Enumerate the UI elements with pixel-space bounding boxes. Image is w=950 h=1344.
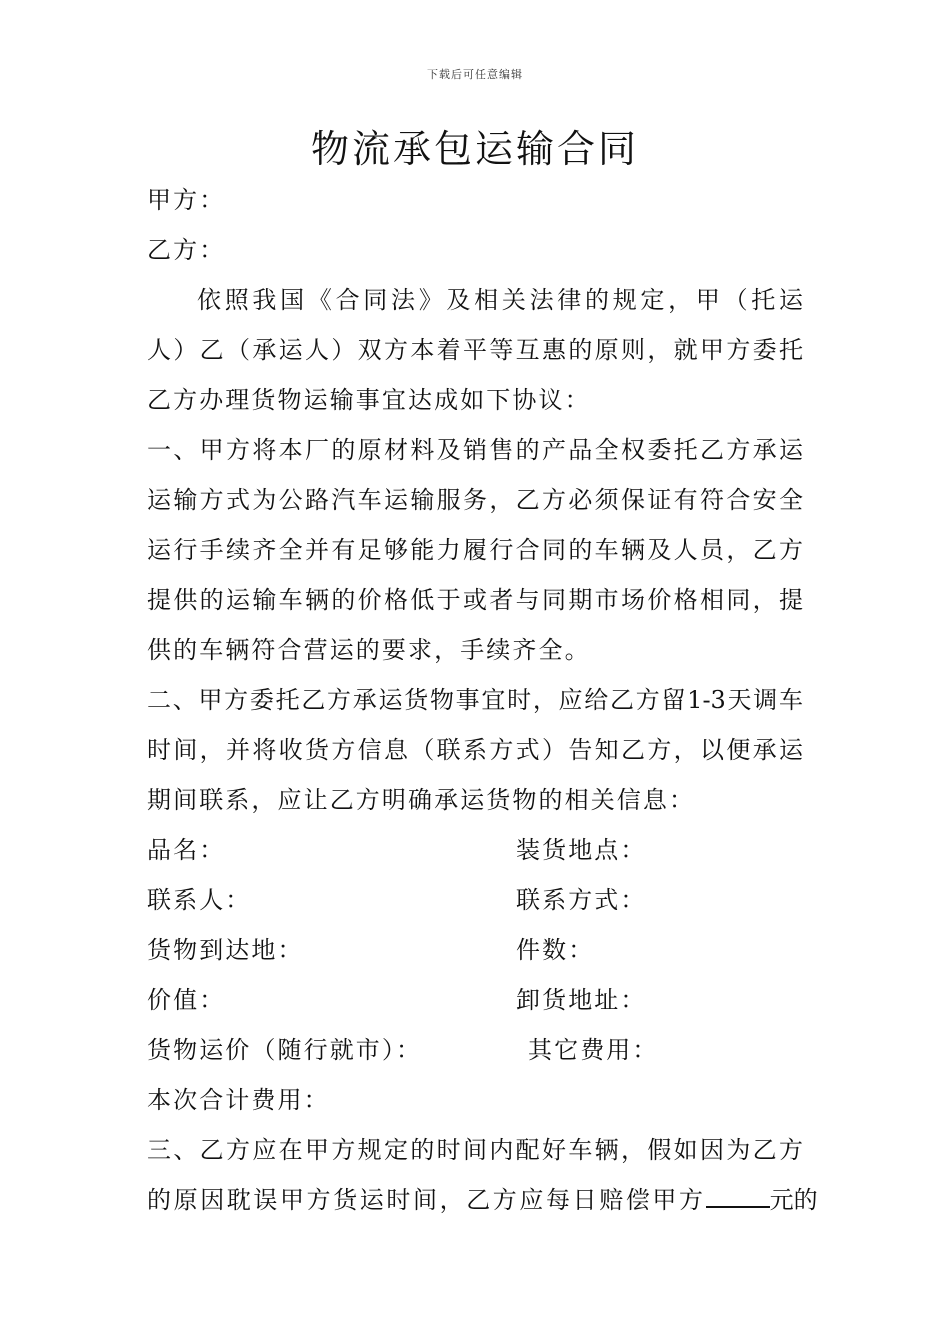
clause-2-line-2: 时间，并将收货方信息（联系方式）告知乙方，以便承运 xyxy=(147,736,803,764)
party-b-label: 乙方： xyxy=(147,236,226,264)
clause-1-line-2: 运输方式为公路汽车运输服务，乙方必须保证有符合安全 xyxy=(147,486,803,514)
field-unloading-address: 卸货地址： xyxy=(516,986,647,1014)
field-destination: 货物到达地： xyxy=(147,936,304,964)
field-total-fee: 本次合计费用： xyxy=(147,1086,330,1114)
field-product-name: 品名： xyxy=(147,836,226,864)
preamble-line-2: 人）乙（承运人）双方本着平等互惠的原则，就甲方委托 xyxy=(147,336,803,364)
compensation-amount-blank xyxy=(706,1184,770,1208)
clause-1-line-1: 一、甲方将本厂的原材料及销售的产品全权委托乙方承运 xyxy=(147,436,803,464)
clause-1-line-3: 运行手续齐全并有足够能力履行合同的车辆及人员，乙方 xyxy=(147,536,803,564)
clause-1-line-5: 供的车辆符合营运的要求，手续齐全。 xyxy=(147,636,591,664)
field-other-fees: 其它费用： xyxy=(528,1036,659,1064)
clause-2-line-3: 期间联系，应让乙方明确承运货物的相关信息： xyxy=(147,786,696,814)
clause-3-line-2-text: 的原因耽误甲方货运时间，乙方应每日赔偿甲方 xyxy=(147,1186,706,1214)
clause-3-line-1: 三、乙方应在甲方规定的时间内配好车辆，假如因为乙方 xyxy=(147,1136,803,1164)
field-contact-person: 联系人： xyxy=(147,886,252,914)
clause-3-line-2-tail: 元的 xyxy=(769,1186,818,1214)
field-contact-method: 联系方式： xyxy=(516,886,647,914)
field-loading-place: 装货地点： xyxy=(516,836,647,864)
field-piece-count: 件数： xyxy=(516,936,595,964)
party-a-label: 甲方： xyxy=(147,186,226,214)
compensation-blank-group xyxy=(706,1184,818,1216)
clause-1-line-4: 提供的运输车辆的价格低于或者与同期市场价格相同，提 xyxy=(147,586,803,614)
field-freight: 货物运价（随行就市）： xyxy=(147,1036,423,1064)
header-note: 下载后可任意编辑 xyxy=(427,68,523,81)
clause-3-line-2 xyxy=(147,1184,818,1216)
document-title: 物流承包运输合同 xyxy=(310,127,639,171)
preamble-line-1: 依照我国《合同法》及相关法律的规定，甲（托运 xyxy=(197,286,803,314)
field-value: 价值： xyxy=(147,986,226,1014)
preamble-line-3: 乙方办理货物运输事宜达成如下协议： xyxy=(147,386,591,414)
clause-2-line-1: 二、甲方委托乙方承运货物事宜时，应给乙方留1-3天调车 xyxy=(147,686,803,714)
